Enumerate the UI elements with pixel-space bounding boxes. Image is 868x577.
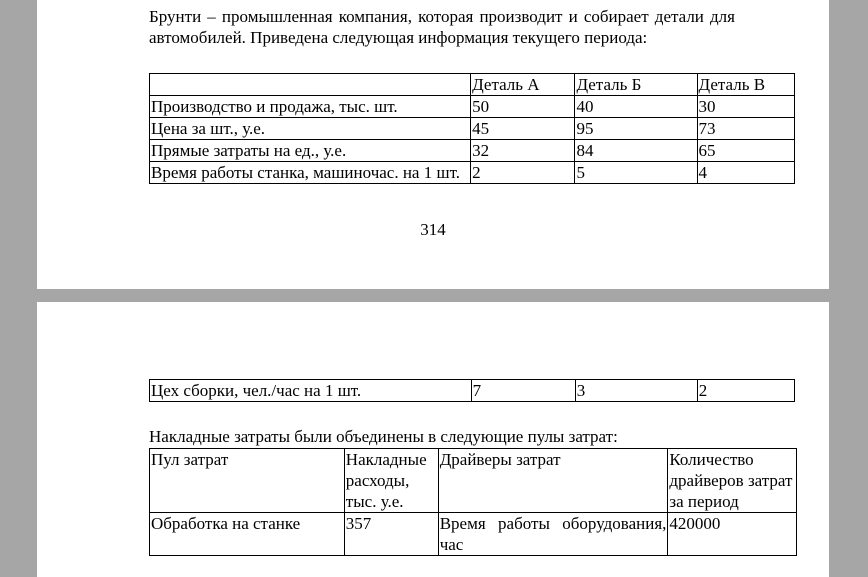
table-row	[150, 140, 795, 162]
page-number: 314	[420, 220, 446, 239]
table-cell: 84	[575, 140, 697, 162]
header-cell: Драйверы затрат	[438, 449, 668, 513]
table-cell: 73	[697, 118, 794, 140]
cost-pools-table	[149, 448, 797, 556]
table-cell: 65	[697, 140, 794, 162]
header-cell: Деталь В	[697, 74, 794, 96]
header-cell: Количество драйверов затрат за период	[668, 449, 797, 513]
header-cell: Пул затрат	[150, 449, 345, 513]
row-label: Обработка на станке	[150, 513, 345, 556]
row-label: Прямые затраты на ед., у.е.	[150, 140, 471, 162]
document-page-2	[37, 302, 829, 577]
table-cell: 32	[471, 140, 575, 162]
document-page-1	[37, 0, 829, 289]
table-cell: 2	[471, 162, 575, 184]
table-cell: 45	[471, 118, 575, 140]
table-cell: 7	[471, 380, 575, 402]
row-label: Производство и продажа, тыс. шт.	[150, 96, 471, 118]
table-cell: 50	[471, 96, 575, 118]
header-cell	[150, 74, 471, 96]
table-row	[150, 162, 795, 184]
header-cell: Деталь А	[471, 74, 575, 96]
header-cell: Накладные расходы, тыс. у.е.	[344, 449, 438, 513]
table-cell: 30	[697, 96, 794, 118]
table-cell: 40	[575, 96, 697, 118]
table-header-row	[150, 449, 797, 513]
table-header-row	[150, 74, 795, 96]
table-cell: 95	[575, 118, 697, 140]
header-cell: Деталь Б	[575, 74, 697, 96]
pools-intro-paragraph: Накладные затраты были объединены в следующие пулы затрат:	[149, 427, 618, 446]
table-row	[150, 118, 795, 140]
table-row	[150, 513, 797, 556]
row-label: Время работы станка, машиночас. на 1 шт.	[150, 162, 471, 184]
products-table-continued	[149, 379, 795, 402]
table-row	[150, 96, 795, 118]
table-cell: 357	[344, 513, 438, 556]
row-label: Цена за шт., у.е.	[150, 118, 471, 140]
table-cell: 420000	[668, 513, 797, 556]
table-row	[150, 380, 795, 402]
table-cell: 5	[575, 162, 697, 184]
row-label: Цех сборки, чел./час на 1 шт.	[150, 380, 472, 402]
intro-paragraph: Брунти – промышленная компания, которая производит и собирает детали для автомобилей. Приведена следующая информация текущего периода:	[149, 7, 735, 47]
products-table	[149, 73, 795, 184]
table-cell: 2	[697, 380, 794, 402]
table-cell: 3	[575, 380, 697, 402]
table-cell: 4	[697, 162, 794, 184]
table-cell: Время работы оборудования, час	[439, 514, 667, 554]
